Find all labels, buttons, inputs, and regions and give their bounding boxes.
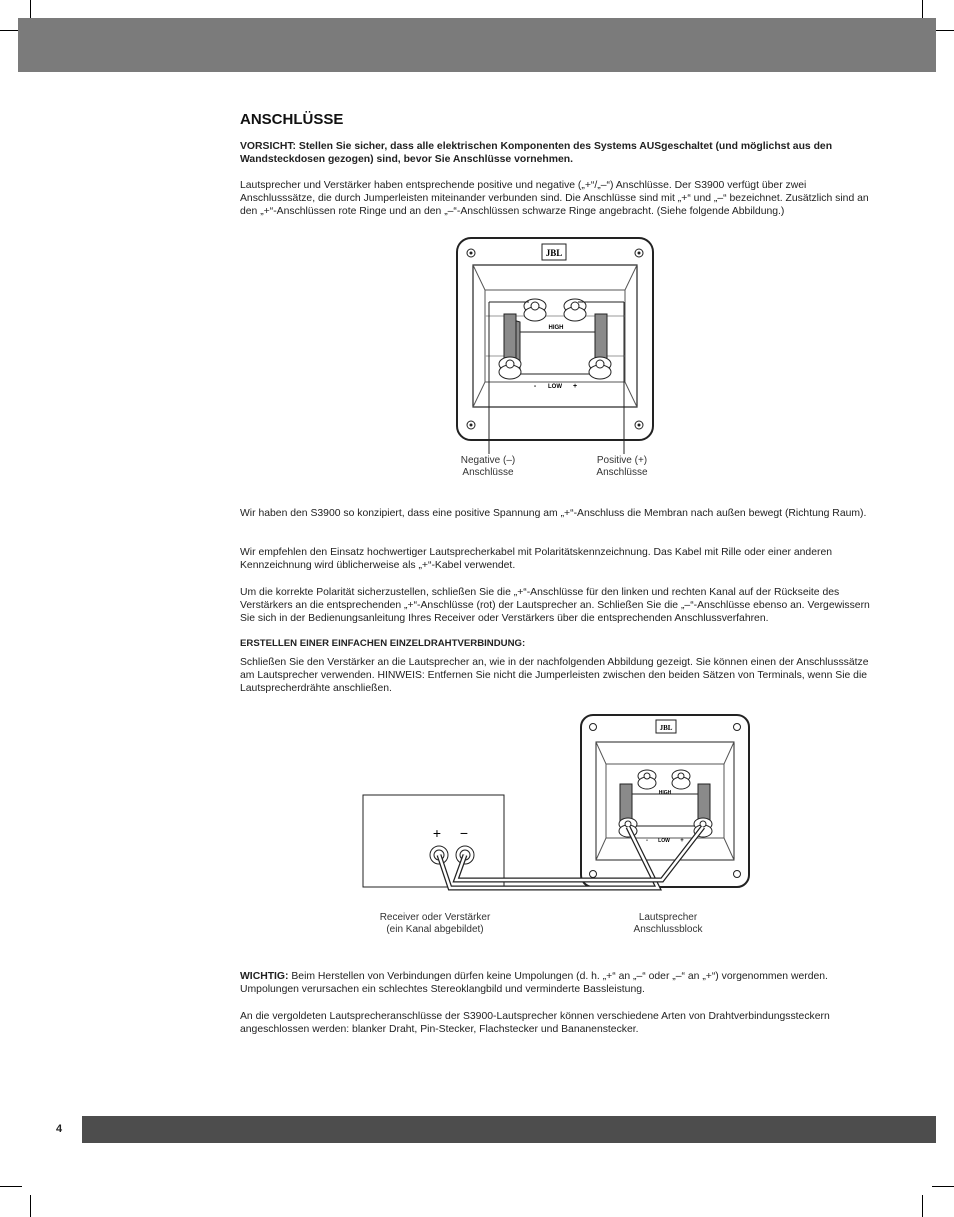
header-bar xyxy=(18,18,936,72)
footer-bar xyxy=(82,1116,936,1143)
paragraph-5-text: An die vergoldeten Lautsprecheranschlüsse der S3900-Lautsprecher können verschiedene Arten von Drahtverbindungssteckern angeschlossen werden: blanker Draht, Pin-Stecker, Flachstecker und Bananenstecker. xyxy=(240,1011,830,1035)
crop-mark xyxy=(922,1195,923,1217)
low-label-small: LOW xyxy=(658,838,670,844)
high-label-small: HIGH xyxy=(658,790,672,796)
amp-plus-label: + xyxy=(432,825,442,841)
important-text: Beim Herstellen von Verbindungen dürfen keine Umpolungen (d. h. „+“ an „–“ oder „–“ an „+“) vorgenommen werden. Umpolungen verursachen ein schlechtes Stereoklangbild und verminderte Bassleistung. xyxy=(240,971,828,995)
important-text-block xyxy=(240,970,872,996)
caption-negative-line2: Anschlüsse xyxy=(462,467,514,478)
caption-negative xyxy=(448,455,528,479)
caption-receiver xyxy=(360,912,510,936)
caption-positive-line2: Anschlüsse xyxy=(596,467,648,478)
caption-receiver-line1: Receiver oder Verstärker xyxy=(379,912,491,923)
jbl-logo: JBL xyxy=(545,248,563,258)
paragraph-1-text: Wir haben den S3900 so konzipiert, dass eine positive Spannung am „+“-Anschluss die Membran nach außen bewegt (Richtung Raum). xyxy=(240,508,867,519)
caution-paragraph xyxy=(240,140,872,166)
caution-text: VORSICHT: Stellen Sie sicher, dass alle elektrischen Komponenten des Systems AUSgeschaltet (und möglichst aus den Wandsteckdosen gezogen) sind, bevor Sie Anschlüsse vornehmen. xyxy=(240,141,833,165)
page-number: 4 xyxy=(56,1123,63,1135)
amp-minus-label: − xyxy=(459,825,469,841)
caption-positive-line1: Positive (+) xyxy=(596,455,648,466)
plus-label: + xyxy=(572,383,578,390)
paragraph-3-text: Um die korrekte Polarität sicherzustellen, schließen Sie die „+“-Anschlüsse für den linken und rechten Kanal auf der Rückseite des Verstärkers an die entsprechenden „+“-Anschlüsse (rot) der Lautsprecher an. Schließen Sie die „–“-Anschlüsse ebenso an. Vergewissern Sie sich in der Bedienungsanleitung Ihres Receiver oder Verstärkers über die entsprechenden Anschlussverfahren. xyxy=(240,587,870,624)
caption-receiver-line2: (ein Kanal abgebildet) xyxy=(386,924,484,935)
low-label: LOW xyxy=(548,384,562,390)
section-title: ANSCHLÜSSE xyxy=(240,111,344,128)
plus-label-small: + xyxy=(680,838,684,844)
subheading: ERSTELLEN EINER EINFACHEN EINZELDRAHTVERBINDUNG: xyxy=(240,638,526,649)
paragraph-1 xyxy=(240,507,872,520)
wiring-figure xyxy=(360,712,760,897)
high-label: HIGH xyxy=(548,325,564,331)
minus-label-small: - xyxy=(646,838,648,844)
jbl-logo-small: JBL xyxy=(659,724,673,732)
caption-speaker-line2: Anschlussblock xyxy=(633,924,703,935)
important-paragraph xyxy=(240,970,872,996)
intro-paragraph xyxy=(240,179,872,218)
caption-speaker-line1: Lautsprecher xyxy=(638,912,698,923)
paragraph-4-text: Schließen Sie den Verstärker an die Lautsprecher an, wie in der nachfolgenden Abbildung gezeigt. Sie können einen der Anschlusssätze am Lautsprecher verwenden. HINWEIS: Entfernen Sie nicht die Jumperleisten zwischen den beiden Sätzen von Terminals, wenn Sie die Lautsprecherdrähte anschließen. xyxy=(240,657,869,694)
paragraph-2 xyxy=(240,546,872,572)
paragraph-5 xyxy=(240,1010,872,1036)
caption-positive xyxy=(582,455,662,479)
crop-mark xyxy=(932,1186,954,1187)
crop-mark xyxy=(30,1195,31,1217)
paragraph-3 xyxy=(240,586,872,625)
crop-mark xyxy=(0,1186,22,1187)
caption-speaker xyxy=(608,912,728,936)
important-label: WICHTIG: xyxy=(240,971,289,982)
paragraph-4 xyxy=(240,656,872,695)
minus-label: - xyxy=(533,383,537,390)
caption-negative-line1: Negative (–) xyxy=(460,455,516,466)
paragraph-2-text: Wir empfehlen den Einsatz hochwertiger Lautsprecherkabel mit Polaritätskennzeichnung. Das Kabel mit Rille oder einer anderen Kennzeichnung wird üblicherweise als „+“-Kabel verwendet. xyxy=(240,547,833,571)
terminal-figure xyxy=(440,232,670,482)
intro-text: Lautsprecher und Verstärker haben entsprechende positive und negative („+“/„–“) Anschlüsse. Der S3900 verfügt über zwei Anschlusssätze, die durch Jumperleisten miteinander verbunden sind. Die Anschlüsse sind mit „+“ und „–“ bezeichnet. Zusätzlich sind an den „+“-Anschlüssen rote Ringe und an den „–“-Anschlüssen schwarze Ringe angebracht. (Siehe folgende Abbildung.) xyxy=(240,180,869,217)
